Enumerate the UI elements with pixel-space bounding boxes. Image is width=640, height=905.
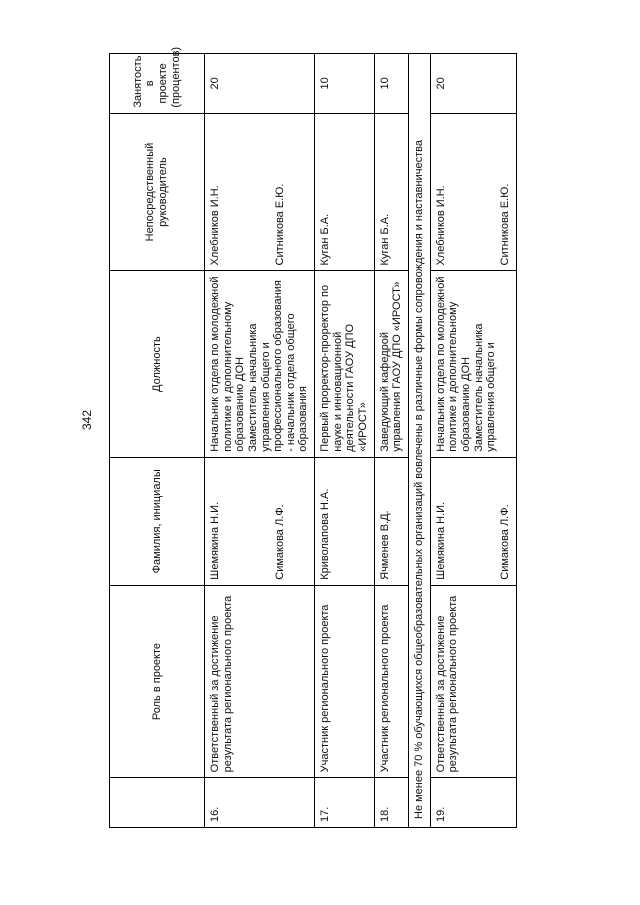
role-cell: Ответственный за достижение результата регионального проекта — [430, 585, 516, 778]
table-row — [205, 54, 315, 828]
name-entry: Симакова Л.Ф. — [499, 504, 512, 580]
supervisor-entry: Ситникова Е.Ю. — [273, 183, 286, 266]
row-number: 18. — [374, 778, 408, 828]
name-entry: Симакова Л.Ф. — [273, 504, 286, 580]
section-row — [408, 54, 430, 828]
supervisor-cell: Куган Б.А. — [315, 113, 375, 271]
supervisor-cell: Куган Б.А. — [374, 113, 408, 271]
role-cell: Ответственный за достижение результата регионального проекта — [205, 585, 315, 778]
header-name: Фамилия, инициалы — [110, 457, 205, 585]
name-cell: Ячменев В.Д. — [374, 457, 408, 585]
project-roles-table — [109, 46, 517, 828]
position-cell: Первый проректор-проректор по науке и инновационной деятельности ГАОУ ДПО «ИРОСТ» — [315, 271, 375, 457]
position-cell: Заведующий кафедрой управления ГАОУ ДПО «ИРОСТ» — [374, 271, 408, 457]
position-entry: Начальник отдела по молодежной политике и дополнительному образованию ДОН — [209, 276, 247, 452]
name-entry: Шемякина Н.И. — [209, 501, 221, 580]
section-heading: Не менее 70 % обучающихся общеобразовательных организаций вовлечены в различные формы сопровождения и наставничества — [408, 54, 430, 828]
table-row — [315, 54, 375, 828]
supervisor-cell — [205, 113, 315, 271]
position-cell — [430, 271, 516, 457]
header-number — [110, 778, 205, 828]
page-number: 342 — [80, 409, 94, 431]
row-number: 16. — [205, 778, 315, 828]
supervisor-entry: Ситникова Е.Ю. — [499, 183, 512, 266]
role-cell: Участник регионального проекта — [315, 585, 375, 778]
employment-cell: 20 — [430, 54, 516, 114]
position-entry: Начальник отдела по молодежной политике и дополнительному образованию ДОН — [434, 276, 472, 452]
header-role: Роль в проекте — [110, 585, 205, 778]
table-header-row — [110, 54, 205, 828]
header-employment: Занятость в проекте (процентов) — [110, 54, 205, 114]
row-number: 19. — [430, 778, 516, 828]
position-cell — [205, 271, 315, 457]
name-cell — [205, 457, 315, 585]
supervisor-entry: Хлебников И.Н. — [434, 185, 447, 266]
name-cell: Криволапова Н.А. — [315, 457, 375, 585]
header-position: Должность — [110, 271, 205, 457]
role-cell: Участник регионального проекта — [374, 585, 408, 778]
supervisor-entry: Хлебников И.Н. — [209, 185, 221, 266]
position-entry: Заместитель начальника управления общего и профессионального образования - начальник отдела общего образования — [246, 280, 310, 452]
table-row — [374, 54, 408, 828]
supervisor-cell — [430, 113, 516, 271]
header-supervisor: Непосредственный руководитель — [110, 113, 205, 271]
name-entry: Шемякина Н.И. — [434, 501, 447, 580]
rotated-table-wrapper — [109, 46, 609, 828]
name-cell — [430, 457, 516, 585]
table-row — [430, 54, 516, 828]
position-entry: Заместитель начальника управления общего и — [472, 323, 498, 452]
employment-cell: 10 — [374, 54, 408, 114]
employment-cell: 10 — [315, 54, 375, 114]
row-number: 17. — [315, 778, 375, 828]
employment-cell: 20 — [205, 54, 315, 114]
